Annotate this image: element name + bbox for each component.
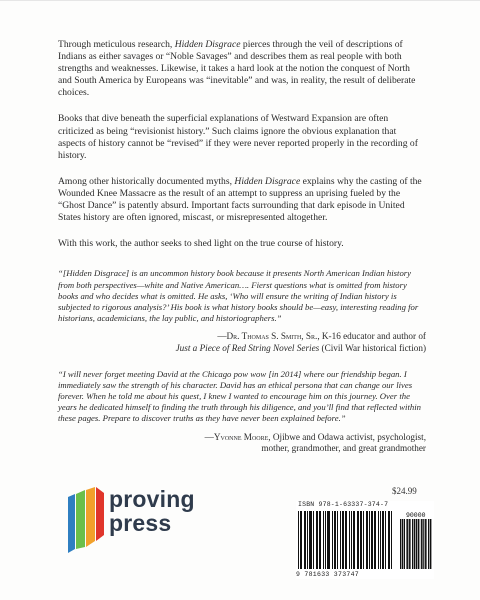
testimonial-2-attribution [58,432,426,455]
testimonial-2: “I will never forget meeting David at the Chicago pow wow [in 2014] where our friendship began. I immediately saw the strength of his character. David has an ethical persona that can change our lives forever. When he told me about his quest, I knew I wanted to encourage him on this journey. Over the years he dedicated himself to finding the truth through his diligence, and you’ll find that reflected within these pages. Prepare to discover truths as they have never been explained before.” [58,368,421,424]
p1-text-a: Through meticulous research, [58,39,175,50]
attribution-work-title: Just a Piece of Red String Novel Series [175,342,320,353]
publisher-logo [66,487,226,567]
attribution-role-cont: mother, grandmother, and great grandmother [261,443,426,454]
attribution-role: , Ojibwe and Odawa activist, psychologist, [268,431,426,442]
book-title-ref: Hidden Disgrace [234,175,301,187]
attribution-name: —Yvonne Moore [204,431,269,442]
price-label: $24.99 [392,486,417,496]
testimonial-1: “[Hidden Disgrace] is an uncommon history book because it presents North American Indian history from both perspectives—white and Native American…. Fierst questions what is omitted from history books and who decides what is omitted. He asks, ‘Who will ensure the writing of Indian history is subjected to rigorous analysis?’ His book is what history books should be—easy, interesting reading for historians, academicians, the lay public, and historiographers.” [58,268,419,324]
book-title-ref: Hidden Disgrace [174,39,241,50]
testimonial-1-attribution [58,331,426,354]
paragraph-1 [58,39,426,99]
paragraph-4: With this work, the author seeks to shed light on the true course of history. [58,238,344,250]
back-cover-text [58,39,426,469]
p3-text-b: explains why the casting of the Wounded Knee Massacre as the result of an attempt to suppress an uprising fueled by the “Ghost Dance” is patently absurd. Important facts surrounding that dark episode in United States history are often ignored, miscast, or misrepresented altogether. [58,175,422,224]
isbn-text: ISBN 978-1-63337-374-7 [298,501,389,508]
paragraph-2: Books that dive beneath the superficial explanations of Westward Expansion are often criticized as being “revisionist history.” Such claims ignore the obvious explanation that aspects of history cannot be “revised” if they were never reported properly in the recording of history. [58,113,418,161]
attribution-name: —Dr. Thomas S. Smith, Sr. [217,331,318,342]
barcode-digits: 9 781633 373747 [296,571,360,578]
isbn-barcode [296,501,434,579]
p1-text-b: pierces through the veil of descriptions of Indians as either savages or “Noble Savages” and describes them as real people with both strengths and weaknesses. Likewise, it takes a hard look at the notion the conquest of North and South America by Europeans was “inevitable” and was, in reality, the result of deliberate choices. [58,39,416,99]
p3-text-a: Among other historically documented myths, [58,175,235,187]
paragraph-3 [58,176,426,224]
barcode-addon-digits: 90000 [406,512,426,519]
publisher-name-line1: proving [109,486,195,512]
publisher-logo-icon [66,487,106,557]
attribution-role: , K-16 educator and author of [317,331,426,342]
barcode-bars [296,509,434,575]
publisher-wordmark [109,487,195,535]
publisher-name-line2: press [109,510,172,536]
attribution-work-note: (Civil War historical fiction) [319,342,426,353]
